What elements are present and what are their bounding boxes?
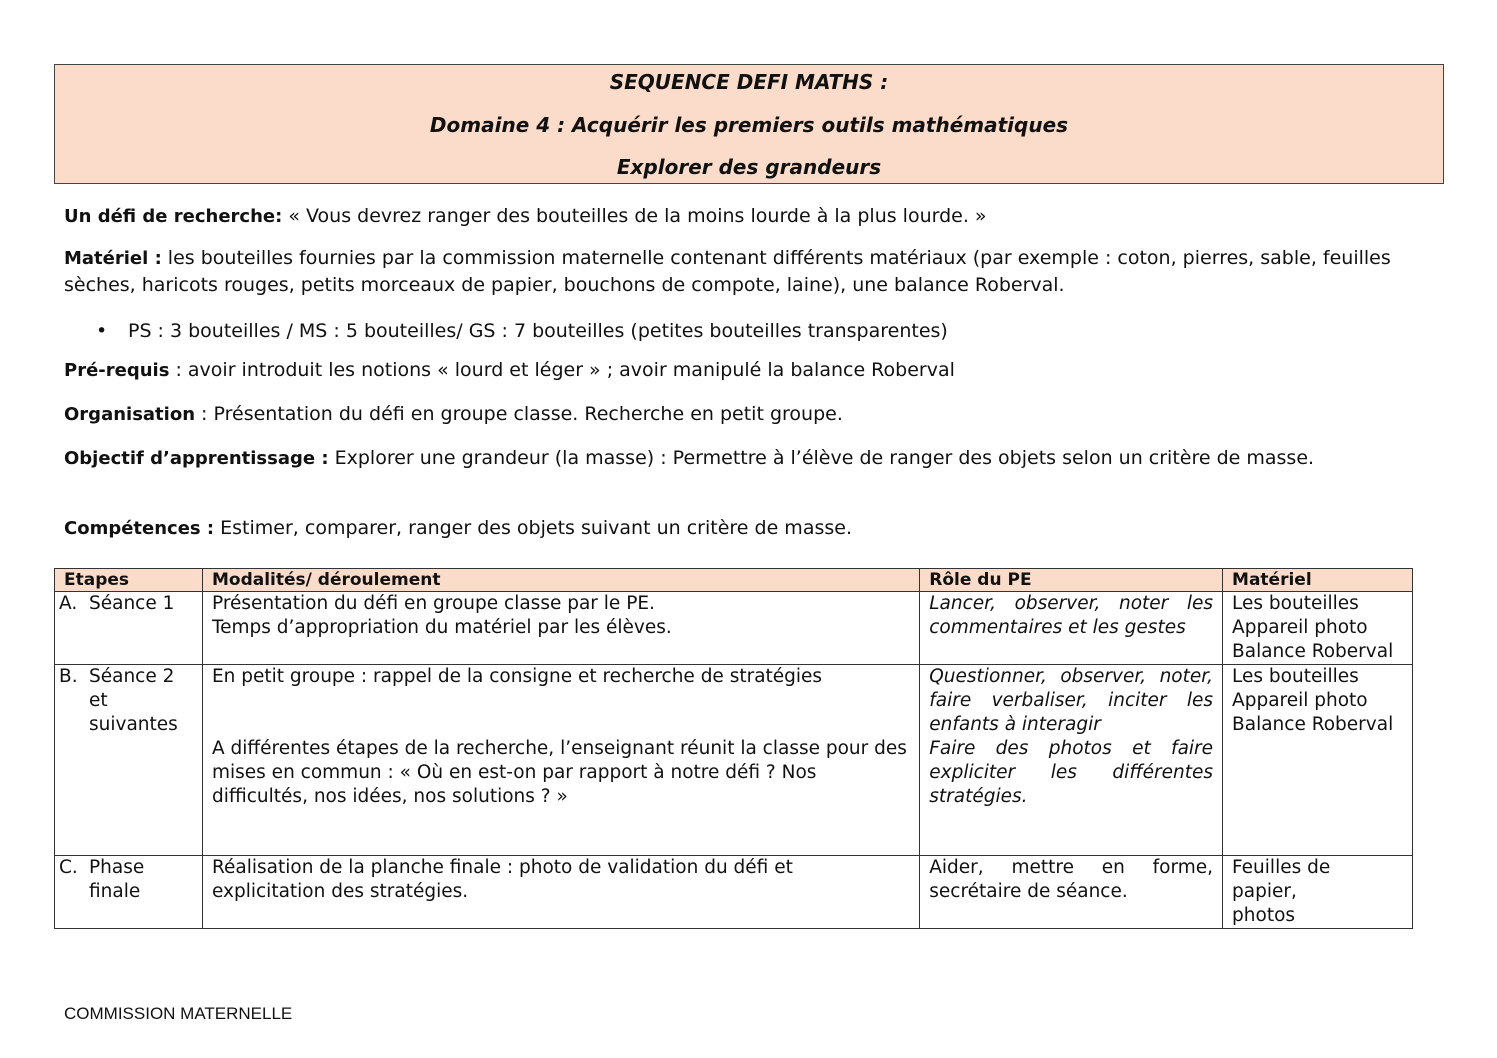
materiel-label: Matériel :	[64, 248, 162, 269]
header-etapes: Etapes	[55, 569, 203, 592]
objectif-paragraph	[64, 445, 1444, 472]
header-modalites: Modalités/ déroulement	[202, 569, 919, 592]
prerequis-label: Pré-requis	[64, 360, 170, 381]
competences-label: Compétences :	[64, 518, 215, 539]
materiel-text: les bouteilles fournies par la commission maternelle contenant différents matériaux (par exemple : coton, pierres, sable, feuilles sèches, haricots rouges, petits morceaux de papier, bouchons de compote, laine), une balance Roberval.	[64, 247, 1391, 296]
role-cell: Aider, mettre en forme, secrétaire de séance.	[920, 856, 1223, 929]
organisation-label: Organisation	[64, 404, 196, 425]
materiel-cell: Feuilles de papier, photos	[1223, 856, 1413, 929]
etape-label: Phase finale	[89, 857, 145, 902]
modalites-cell: En petit groupe : rappel de la consigne et recherche de stratégies A différentes étapes de la recherche, l’enseignant réunit la classe pour des mises en commun : « Où en est-on par rapport à notre défi ? Nos difficultés, nos idées, nos solutions ? »	[202, 665, 919, 856]
defi-text: « Vous devrez ranger des bouteilles de la moins lourde à la plus lourde. »	[282, 205, 987, 227]
modalites-cell: Réalisation de la planche finale : photo de validation du défi et explicitation des stratégies.	[202, 856, 919, 929]
competences-text: Estimer, comparer, ranger des objets suivant un critère de masse.	[214, 517, 852, 539]
sequence-table	[54, 568, 1413, 929]
organisation-paragraph	[64, 401, 1444, 428]
table-header-row	[55, 569, 1413, 592]
competences-paragraph	[64, 515, 1444, 542]
materiel-paragraph	[64, 245, 1444, 299]
header-materiel: Matériel	[1223, 569, 1413, 592]
etape-cell: A. Séance 1	[55, 592, 203, 665]
defi-label: Un défi de recherche:	[64, 206, 283, 227]
role-cell: Lancer, observer, noter les commentaires et les gestes	[920, 592, 1223, 665]
objectif-label: Objectif d’apprentissage :	[64, 448, 329, 469]
etape-label: Séance 1	[89, 593, 175, 614]
bullet-icon: •	[96, 320, 108, 342]
modalites-cell: Présentation du défi en groupe classe par le PE. Temps d’appropriation du matériel par les élèves.	[202, 592, 919, 665]
objectif-text: Explorer une grandeur (la masse) : Permettre à l’élève de ranger des objets selon un critère de masse.	[328, 447, 1315, 469]
etape-cell: B. Séance 2 et suivantes	[55, 665, 203, 856]
table-row	[55, 592, 1413, 665]
defi-paragraph	[64, 203, 1444, 230]
etape-cell: C. Phase finale	[55, 856, 203, 929]
organisation-text: : Présentation du défi en groupe classe. Recherche en petit groupe.	[195, 403, 843, 425]
materiel-cell: Les bouteilles Appareil photo Balance Roberval	[1223, 665, 1413, 856]
table-row	[55, 665, 1413, 856]
table-row	[55, 856, 1413, 929]
title-box	[54, 64, 1444, 184]
footer-text: COMMISSION MATERNELLE	[64, 1004, 293, 1023]
prerequis-paragraph	[64, 357, 1444, 384]
sequence-title: SEQUENCE DEFI MATHS :	[609, 70, 889, 94]
bullet-text: PS : 3 bouteilles / MS : 5 bouteilles/ GS : 7 bouteilles (petites bouteilles transparentes)	[128, 320, 948, 342]
prerequis-text: : avoir introduit les notions « lourd et léger » ; avoir manipulé la balance Roberval	[169, 359, 955, 381]
etape-label: Séance 2 et suivantes	[89, 666, 178, 735]
header-role: Rôle du PE	[920, 569, 1223, 592]
bullet-item	[96, 318, 948, 345]
domain-title: Domaine 4 : Acquérir les premiers outils mathématiques	[429, 113, 1069, 137]
subtitle: Explorer des grandeurs	[616, 155, 882, 179]
role-cell: Questionner, observer, noter, faire verbaliser, inciter les enfants à interagir Faire des photos et faire expliciter les différentes stratégies.	[920, 665, 1223, 856]
materiel-cell: Les bouteilles Appareil photo Balance Roberval	[1223, 592, 1413, 665]
